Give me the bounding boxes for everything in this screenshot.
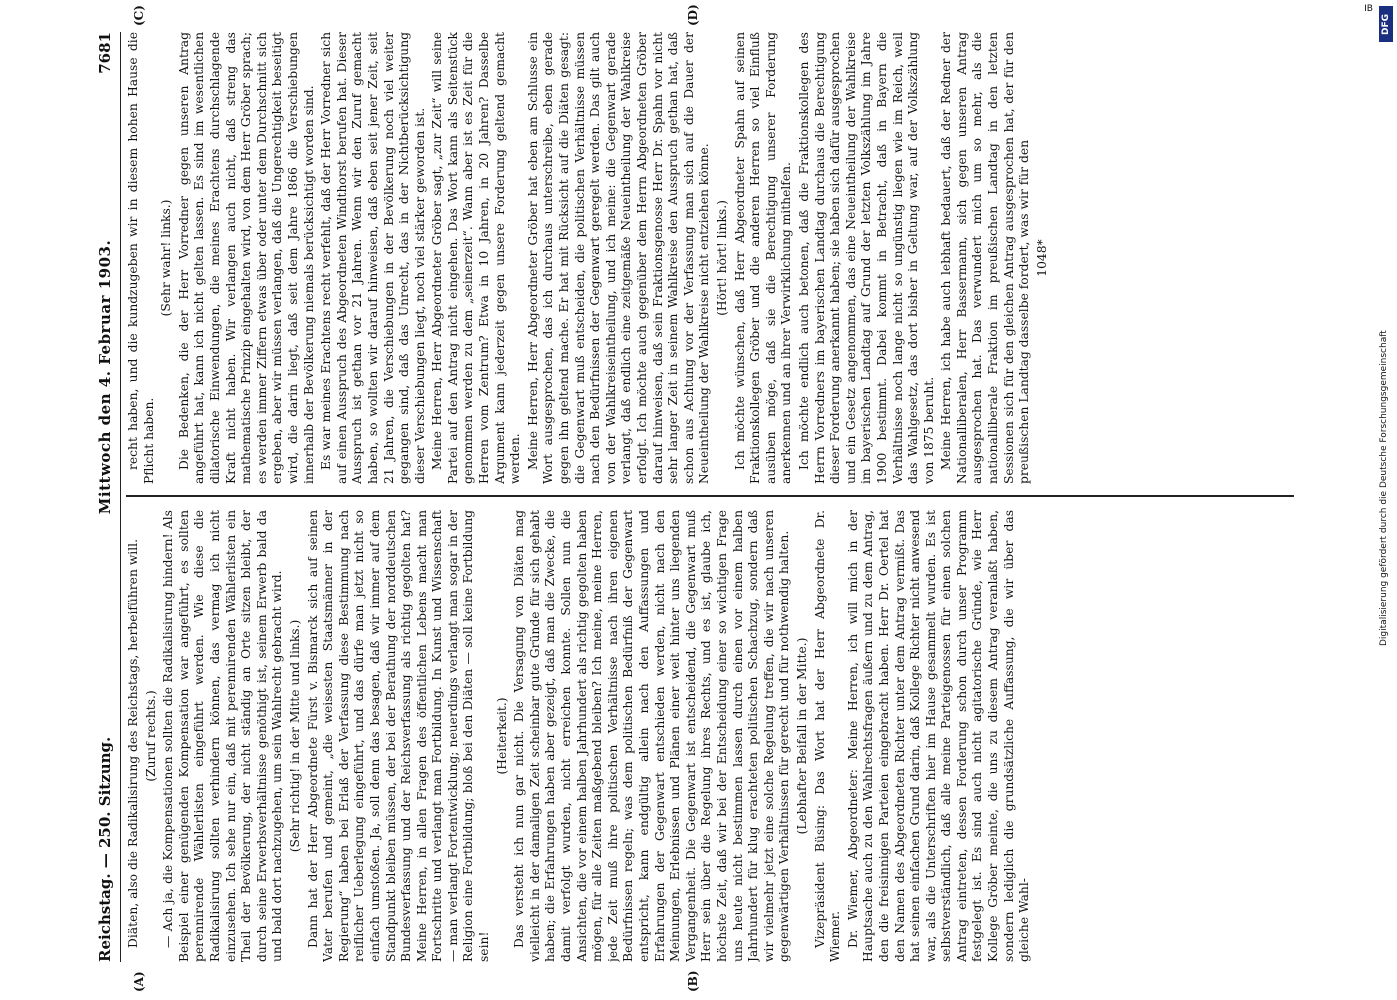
left-column-paragraph: Vizepräsident Büsing: Das Wort hat der Herr Abgeordnete Dr. Wiemer. [812,510,843,962]
left-column-paragraph: Das versteht ich nun gar nicht. Die Versagung von Diäten mag vielleicht in der damaligen Zeit scheinbar gute Gründe für sich gehabt haben; die Erfahrungen haben aber gezeigt, daß man die Zwecke, die damit verfolgt wurden, nicht erreichen konnte. Sollen nun die Ansichten, die vor einem halben Jahrhundert als richtig gegolten haben mögen, für alle Zeiten maßgebend bleiben? Ich meine, meine Herren, jede Zeit muß ihre politischen Verhältnisse nach ihren eigenen Bedürfnissen regeln; was dem politischen Bedürfniß der Gegenwart entspricht, kann endgültig allein nach den Auffassungen und Erfahrungen der Gegenwart entschieden werden, nicht nach den Meinungen, Erlebnissen und Plänen einer weit hinter uns liegenden Vergangenheit. Die Gegenwart ist entscheidend, die Gegenwart muß Herr sein über die Regelung ihres Rechts, und es ist, glaube ich, höchste Zeit, daß wir bei der Entscheidung einer so wichtigen Frage uns heute nicht bestimmen lassen durch einen vor einem halben Jahrhundert für klug erachteten politischen Schachzug, sondern daß wir vielmehr jetzt eine solche Regelung treffen, die wir nach unseren gegenwärtigen Verhältnissen für gerecht und für nothwendig halten. [512,510,792,962]
page-number: 7681 [96,32,114,74]
margin-marker-b: (B) [686,970,700,992]
document-page [90,4,1300,992]
left-column [126,510,1294,962]
right-column-paragraph: Meine Herren, ich habe auch lebhaft bedauert, daß der Redner der Nationalliberalen, Herr Bassermann, sich gegen unseren Antrag ausgesprochen hat. Das verwundert mich um so mehr, als die nationalliberale Fraktion im preußischen Landtag in den letzten Sessionen sich für den gleichen Antrag ausgesprochen hat, der für den preußischen Landtag dasselbe fordert, was wir für den [939,32,1032,484]
right-column-paragraph: Ich möchte wünschen, daß Herr Abgeordneter Spahn auf seinen Fraktionskollegen Gröber und die anderen Herren so viel Einfluß ausüben möge, daß sie die Berechtigung unserer Forderung anerkennen und an ihrer Verwirklichung mithelfen. [732,32,794,484]
column-divider [126,496,1294,498]
right-column [126,32,1294,484]
margin-marker-a: (A) [132,971,146,992]
right-column-paragraph: (Hört! hört! links.) [714,200,729,316]
dfg-logo: DFG [1379,6,1393,42]
header-date: Mittwoch den 4. Februar 1903. [96,239,114,515]
dfg-sidebar [1379,6,1393,966]
left-column-paragraph: Diäten, also die Radikalisirung des Reichstags, herbeiführen will. [126,538,140,948]
left-column-paragraph: (Zuruf rechts.) [143,690,158,782]
left-column-paragraph: (Heiterkeit.) [494,697,509,775]
right-column-paragraph: Meine Herren, Herr Abgeordneter Gröber sagt, „zur Zeit“ will seine Partei auf den Antrag nicht eingehen. Das Wort kann als Seitenstück genommen werden zu dem „seinerzeit“. Wann aber ist es Zeit für die Herren vom Zentrum? Etwa in 10 Jahren, in 20 Jahren? Dasselbe Argument kann jederzeit gegen unsere Forderung geltend gemacht werden. [430,32,523,484]
right-column-paragraph: (Sehr wahr! links.) [159,199,174,317]
right-column-paragraph: Die Bedenken, die der Herr Vorredner gegen unseren Antrag angeführt hat, kann ich nicht gelten lassen. Es sind im wesentlichen dilatorische Einwendungen, die meines Erachtens durchschlagende Kraft nicht haben. Wir verlangen auch nicht, daß streng das mathematische Prinzip eingehalten wird, von dem Herr Gröber sprach; es werden immer Ziffern etwas über oder unter dem Durchschnitt sich ergeben, aber wir müssen verlangen, daß die Ungerechtigkeit beseitigt wird, die darin liegt, daß seit dem Jahre 1866 die Verschiebungen innerhalb der Bevölkerung niemals berücksichtigt worden sind. [176,32,316,484]
left-column-paragraph: — Ach ja, die Kompensationen sollten die Radikalisirung hindern! Als Beispiel einer genügenden Kompensation war angeführt, es sollten perennirende Wählerlisten eingeführt werden. Wie diese die Radikalisirung sollten verhindern können, das vermag ich nicht einzusehen. Ich sehe nur ein, daß mit perennirenden Wählerlisten ein Theil der Bevölkerung, der nicht ständig an Orte sitzen bleibt, der durch seine Erwerbsverhältnisse genöthigt ist, seinem Erwerb bald da und bald dort nachzugehen, um sein Wahlrecht gebracht wird. [161,510,285,962]
margin-marker-d: (D) [686,4,700,26]
page-header [90,32,121,962]
right-column-paragraph: Es war meines Erachtens recht verfehlt, daß der Herr Vorredner sich auf einen Ausspruch des Abgeordneten Windthorst berufen hat. Dieser Ausspruch ist gethan vor 21 Jahren. Wenn wir den Zuruf gemacht haben, so wollten wir darauf hinweisen, daß eben seit jener Zeit, seit 21 Jahren, die Verschiebungen in der Bevölkerung noch viel weiter gegangen sind, daß das Unrecht, das in der Nichtberücksichtigung dieser Verschiebungen liegt, noch viel stärker geworden ist. [319,32,427,484]
right-column-paragraph: Ich möchte endlich auch betonen, daß die Fraktionskollegen des Herrn Vorredners im bayerischen Landtag durchaus die Berechtigung dieser Forderung anerkannt haben; sie haben sich dafür ausgesprochen und ein Gesetz angenommen, das eine Neueintheilung der Wahlkreise im bayerischen Landtag auf Grund der letzten Volkszählung im Jahre 1900 bestimmt. Dabei kommt in Betracht, daß in Bayern die Verhältnisse noch lange nicht so ungünstig liegen wie im Reich, weil das Wahlgesetz, das dort bisher in Geltung war, auf der Volkszählung von 1875 beruht. [796,32,936,484]
left-column-paragraph: Dr. Wiemer, Abgeordneter: Meine Herren, ich will mich in der Hauptsache auch zu den Wahlrechtsfragen äußern und zu dem Antrag, den die freisinnigen Parteien eingebracht haben. Herr Dr. Oertel hat den Namen des Abgeordneten Richter unter dem Antrag vermißt. Das hat seinen einfachen Grund darin, daß Kollege Richter nicht anwesend war, als die Unterschriften hier im Hause gesammelt wurden. Es ist selbstverständlich, daß alle meine Parteigenossen für einen solchen Antrag eintreten, dessen Forderung schon durch unser Programm festgelegt ist. Es sind auch nicht agitatorische Gründe, wie Herr Kollege Gröber meinte, die uns zu diesem Antrag veranlaßt haben, sondern lediglich die grundsätzliche Auffassung, die wir über das gleiche Wahl- [845,510,1032,962]
dfg-credit: Digitalisierung gefördert durch die Deutsche Forschungsgemeinschaft [1379,330,1389,646]
left-column-paragraph: (Lebhafter Beifall in der Mitte.) [794,637,809,835]
right-column-paragraph: Meine Herren, Herr Abgeordneter Gröber hat eben am Schlusse ein Wort ausgesprochen, das ich durchaus unterschreibe, eben gerade gegen ihn geltend mache. Er hat mit Rücksicht auf die Diäten gesagt: die Gegenwart muß entscheiden, die politischen Verhältnisse müssen nach den Bedürfnissen der Gegenwart geregelt werden. Das gilt auch von der Wahlkreiseintheilung, und ich meine: die Gegenwart gerade verlangt, daß endlich eine zeitgemäße Neueintheilung der Wahlkreise erfolgt. Ich möchte auch gegenüber dem Herrn Abgeordneten Gröber darauf hinweisen, daß sein Fraktionsgenosse Herr Dr. Spahn vor nicht sehr langer Zeit in seinem Wahlkreise den Ausspruch gethan hat, daß schon aus Achtung vor der Verfassung man sich auf die Dauer der Neueintheilung der Wahlkreise nicht entziehen könne. [525,32,712,484]
right-column-paragraph: 1048* [1034,239,1049,277]
left-column-paragraph: Dann hat der Herr Abgeordnete Fürst v. Bismarck sich auf seinen Vater berufen und gemeint, „die weisesten Staatsmänner in der Regierung“ haben bei Erlaß der Verfassung diese Bestimmung nach reiflicher Ueberlegung eingeführt, und das dürfe man jetzt nicht so einfach umstoßen. Ja, soll denn das besagen, daß wir immer auf dem Standpunkt bleiben müssen, der bei der Berathung der norddeutschen Bundesverfassung und der Reichsverfassung als richtig gegolten hat? Meine Herren, in allen Fragen des öffentlichen Lebens macht man Fortschritte und verlangt man Fortbildung. In Kunst und Wissenschaft — man verlangt Fortentwicklung; neuerdings verlangt man sogar in der Religion eine Fortbildung; bloß bei den Diäten — soll keine Fortbildung sein! [305,510,492,962]
header-left: Reichstag. — 250. Sitzung. [96,736,114,962]
column-wrap [126,4,1294,992]
left-column-paragraph: (Sehr richtig! in der Mitte und links.) [287,619,302,853]
right-column-paragraph: recht haben, und die kundzugeben wir in diesem hohen Hause die Pflicht haben. [126,32,156,484]
archive-id: IB [1364,4,1373,14]
margin-marker-c: (C) [132,5,146,26]
